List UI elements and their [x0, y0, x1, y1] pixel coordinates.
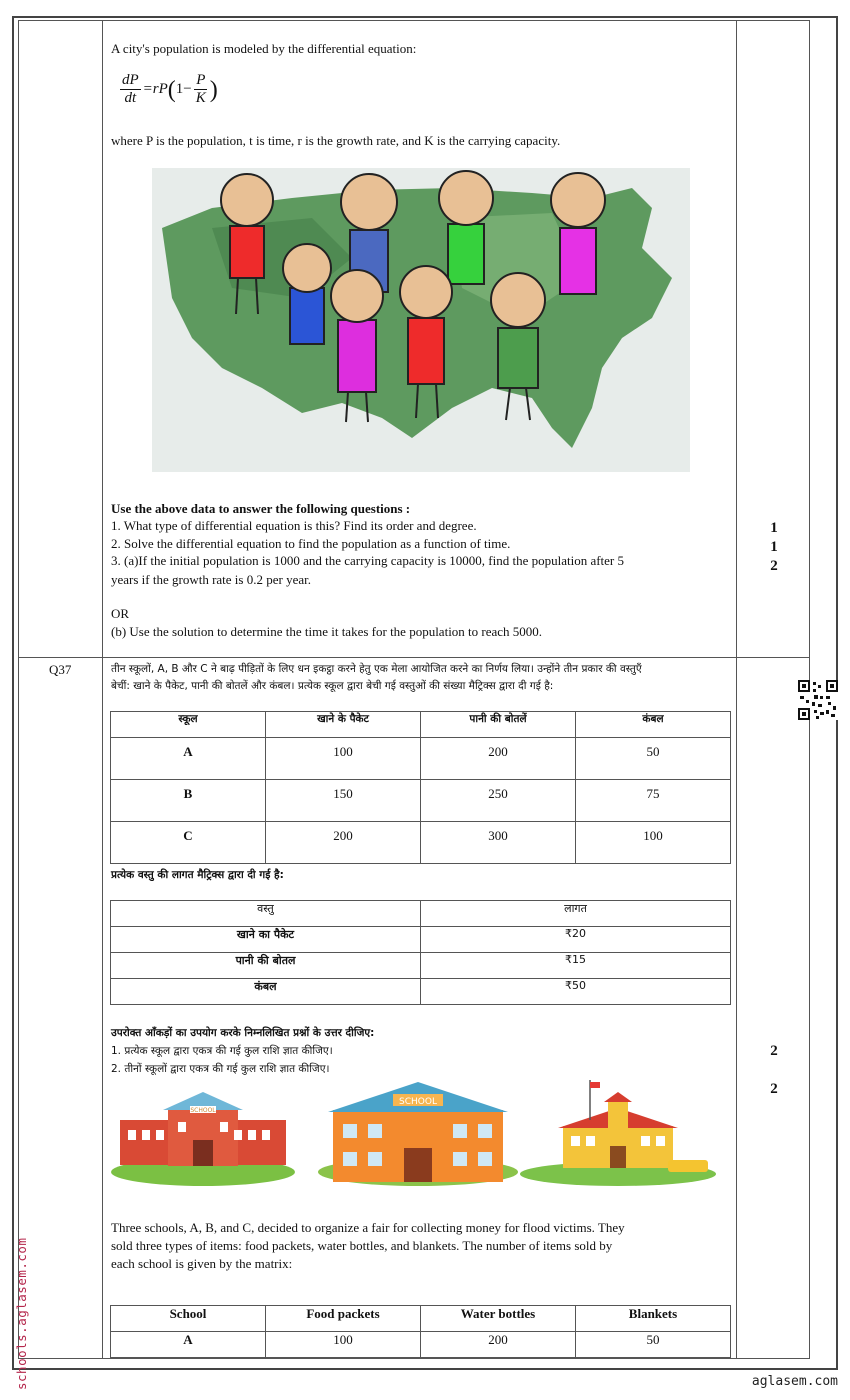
english-items-table	[110, 1305, 731, 1358]
column-header: पानी की बोतलें	[421, 712, 576, 738]
table-cell: ₹20	[421, 927, 731, 953]
q36-mark-3: 2	[770, 558, 778, 574]
table-row	[111, 780, 731, 822]
question-number-column-divider	[102, 20, 103, 1359]
column-header: Food packets	[266, 1306, 421, 1332]
q36-intro: A city's population is modeled by the differential equation:	[111, 41, 417, 56]
table-cell: ₹50	[421, 979, 731, 1005]
table-cell: 100	[266, 738, 421, 780]
hindi-cost-table	[110, 900, 731, 1005]
schools-illustration	[108, 1080, 720, 1190]
column-header: कंबल	[576, 712, 731, 738]
table-cell: 50	[576, 1332, 731, 1358]
q37-mark-2: 2	[770, 1081, 778, 1097]
table-cell: A	[111, 1332, 266, 1358]
column-header: वस्तु	[111, 901, 421, 927]
table-cell: A	[111, 738, 266, 780]
marks-column-divider	[736, 20, 737, 1359]
table-header-row	[111, 901, 731, 927]
table-row	[111, 979, 731, 1005]
q37-english-intro-line2: sold three types of items: food packets, water bottles, and blankets. The number of items sold by	[111, 1238, 613, 1253]
close-paren: )	[209, 76, 218, 103]
q36-question-2: 2. Solve the differential equation to find the population as a function of time.	[111, 536, 511, 551]
q37-cost-intro: प्रत्येक वस्तु की लागत मैट्रिक्स द्वारा दी गई है:	[111, 869, 284, 881]
table-row	[111, 738, 731, 780]
table-cell: B	[111, 780, 266, 822]
table-cell: 200	[421, 738, 576, 780]
question-row-divider	[18, 657, 810, 658]
footer-watermark[interactable]: aglasem.com	[751, 1374, 838, 1389]
column-header: School	[111, 1306, 266, 1332]
q37-hindi-question-1: 1. प्रत्येक स्कूल द्वारा एकत्र की गई कुल राशि ज्ञात कीजिए।	[111, 1045, 333, 1057]
q36-mark-1: 1	[770, 520, 778, 536]
column-header: खाने के पैकेट	[266, 712, 421, 738]
q37-hindi-use: उपरोक्त आँकड़ों का उपयोग करके निम्नलिखित प्रश्नों के उत्तर दीजिए:	[111, 1027, 375, 1039]
fraction-denominator: dt	[124, 90, 137, 106]
table-cell: 100	[576, 822, 731, 864]
q36-question-3a-line1: 3. (a)If the initial population is 1000 and the carrying capacity is 10000, find the population after 5	[111, 553, 624, 568]
table-cell: ₹15	[421, 953, 731, 979]
open-paren: (	[167, 76, 176, 103]
logistic-formula	[118, 72, 218, 107]
fraction-numerator: P	[196, 72, 206, 88]
q37-english-intro-line1: Three schools, A, B, and C, decided to organize a fair for collecting money for flood victims. They	[111, 1220, 625, 1235]
formula-rP: rP	[152, 81, 168, 97]
q36-option-b: (b) Use the solution to determine the time it takes for the population to reach 5000.	[111, 624, 543, 639]
table-header-row	[111, 712, 731, 738]
q37-mark-1: 2	[770, 1043, 778, 1059]
table-row	[111, 927, 731, 953]
table-cell: कंबल	[111, 979, 421, 1005]
hindi-items-table	[110, 711, 731, 864]
fraction-denominator: K	[195, 90, 206, 106]
q37-hindi-question-2: 2. तीनों स्कूलों द्वारा एकत्र की गई कुल राशि ज्ञात कीजिए।	[111, 1063, 330, 1075]
population-illustration	[152, 168, 690, 472]
table-cell: 200	[421, 1332, 576, 1358]
table-cell: 250	[421, 780, 576, 822]
formula-one-minus: 1−	[175, 81, 192, 97]
table-cell: पानी की बोतल	[111, 953, 421, 979]
q37-hindi-intro-line1: तीन स्कूलों, A, B और C ने बाढ़ पीड़ितों के लिए धन इकट्ठा करने हेतु एक मेला आयोजित करने का निर्णय लिया। उन्होंने तीन प्रकार की वस्तुएँ	[111, 663, 642, 675]
q36-or: OR	[111, 606, 130, 621]
table-cell: 100	[266, 1332, 421, 1358]
table-cell: खाने का पैकेट	[111, 927, 421, 953]
table-header-row	[111, 1306, 731, 1332]
table-cell: 75	[576, 780, 731, 822]
q36-question-1: 1. What type of differential equation is this? Find its order and degree.	[111, 518, 477, 533]
table-cell: 150	[266, 780, 421, 822]
school-2-sign: SCHOOL	[399, 1097, 437, 1107]
side-watermark: schools.aglasem.com	[14, 1237, 29, 1390]
q36-mark-2: 1	[770, 539, 778, 555]
q37-number: Q37	[49, 662, 72, 677]
q36-question-3a-line2: years if the growth rate is 0.2 per year.	[111, 572, 311, 587]
table-row	[111, 822, 731, 864]
table-row	[111, 1332, 731, 1358]
column-header: लागत	[421, 901, 731, 927]
table-cell: 200	[266, 822, 421, 864]
table-cell: 50	[576, 738, 731, 780]
q36-where: where P is the population, t is time, r is the growth rate, and K is the carrying capacity.	[111, 133, 561, 148]
pk-fraction	[194, 72, 208, 107]
qr-code-icon	[798, 680, 838, 720]
equals-sign: =	[142, 81, 153, 97]
q37-english-intro-line3: each school is given by the matrix:	[111, 1256, 293, 1271]
column-header: Water bottles	[421, 1306, 576, 1332]
fraction-numerator: dP	[122, 72, 139, 88]
table-row	[111, 953, 731, 979]
column-header: स्कूल	[111, 712, 266, 738]
column-header: Blankets	[576, 1306, 731, 1332]
table-cell: 300	[421, 822, 576, 864]
q36-use-heading: Use the above data to answer the following questions :	[111, 501, 411, 516]
table-cell: C	[111, 822, 266, 864]
q37-hindi-intro-line2: बेचीं: खाने के पैकेट, पानी की बोतलें और कंबल। प्रत्येक स्कूल द्वारा बेची गई वस्तुओं की संख्या मैट्रिक्स द्वारा दी गई है:	[111, 680, 554, 692]
derivative-fraction	[120, 72, 141, 107]
school-1-sign: SCHOOL	[190, 1107, 216, 1114]
